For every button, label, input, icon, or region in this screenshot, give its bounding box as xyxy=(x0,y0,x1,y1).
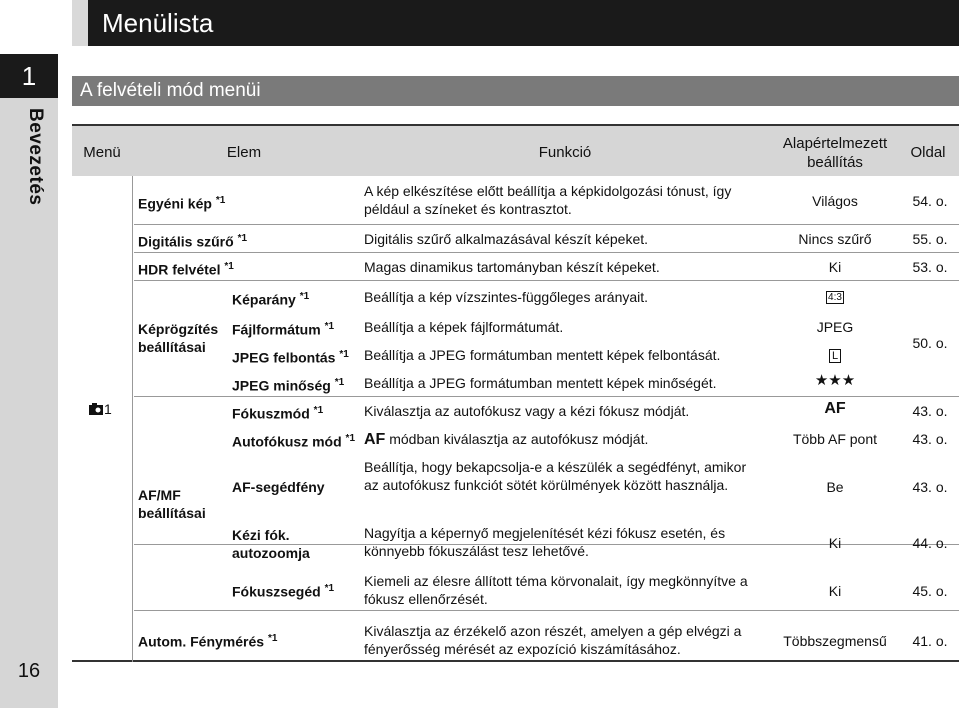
item-autom-fenymeres: Autom. Fénymérés $^{*1}$ xyxy=(138,633,278,650)
item-kezi-fok-autozoom: Kézi fók. autozoomja xyxy=(232,527,310,561)
page-autom-fenymeres: 41. o. xyxy=(912,633,948,649)
chapter-sidebar xyxy=(0,0,58,708)
function-fokuszseged: Kiemeli az élesre állított téma körvonalait, így megkönnyítve a fókusz ellenőrzését. xyxy=(364,573,748,607)
section-title: A felvételi mód menüi xyxy=(80,80,261,101)
function-kezi-fok-autozoom: Nagyítja a képernyő megjelenítését kézi fókusz esetén, és könnyebb fókuszálást tesz lehetővé. xyxy=(364,525,726,559)
default-egyeni-kep: Világos xyxy=(812,193,858,209)
header-page: Oldal xyxy=(910,144,946,161)
default-jpeg-felbontas: L xyxy=(770,345,900,365)
page-af-segedfeny: 43. o. xyxy=(912,479,948,495)
page-kep-group: 50. o. xyxy=(912,335,948,351)
chapter-number: 1 xyxy=(0,54,58,98)
default-jpeg-minoseg: ★★★ xyxy=(814,372,856,389)
function-hdr-felvetel: Magas dinamikus tartományban készít képeket. xyxy=(364,259,660,275)
function-autofokusz-mod: AF módban kiválasztja az autofókusz módját. xyxy=(364,431,649,448)
page-title: Menülista xyxy=(88,0,959,46)
page-hdr-felvetel: 53. o. xyxy=(912,259,948,275)
function-digitalis-szuro: Digitális szűrő alkalmazásával készít képeket. xyxy=(364,231,649,247)
menu-table xyxy=(72,124,959,662)
default-kezi-fok-autozoom: Ki xyxy=(828,535,842,551)
default-autofokusz-mod: Több AF pont xyxy=(792,431,878,447)
default-autom-fenymeres: Többszegmensű xyxy=(783,633,887,649)
default-hdr-felvetel: Ki xyxy=(828,259,842,275)
chapter-title: Bevezetés xyxy=(25,108,46,206)
default-fokuszseged: Ki xyxy=(828,583,842,599)
item-jpeg-minoseg: JPEG minőség $^{*1}$ xyxy=(232,377,345,394)
function-af-segedfeny: Beállítja, hogy bekapcsolja-e a készülék a segédfényt, amikor az autofókusz funkciót sötét körülmények között használja. xyxy=(364,459,747,493)
section-bar xyxy=(72,76,959,106)
function-fajlformatum: Beállítja a képek fájlformátumát. xyxy=(364,319,564,335)
header-menu: Menü xyxy=(83,144,121,161)
item-autofokusz-mod: Autofókusz mód $^{*1}$ xyxy=(232,433,355,450)
item-fajlformatum: Fájlformátum $^{*1}$ xyxy=(232,321,335,338)
function-jpeg-felbontas: Beállítja a JPEG formátumban mentett képek felbontását. xyxy=(364,347,721,363)
item-af-segedfeny: AF-segédfény xyxy=(232,479,325,495)
header-default: Alapértelmezett beállítás xyxy=(782,135,888,171)
page-egyeni-kep: 54. o. xyxy=(912,193,948,209)
page-fokuszmod: 43. o. xyxy=(912,403,948,419)
default-fokuszmod: AF xyxy=(824,400,846,417)
header-function: Funkció xyxy=(538,144,592,161)
default-fajlformatum: JPEG xyxy=(816,319,854,335)
item-jpeg-felbontas: JPEG felbontás $^{*1}$ xyxy=(232,349,349,366)
camera-icon xyxy=(88,402,104,416)
function-autom-fenymeres: Kiválasztja az érzékelő azon részét, amelyen a gép elvégzi a fényerősség mérését az expozíció kiszámításához. xyxy=(364,623,742,657)
item-hdr-felvetel: HDR felvétel $^{*1}$ xyxy=(138,261,234,278)
function-jpeg-minoseg: Beállítja a JPEG formátumban mentett képek minőségét. xyxy=(364,375,717,391)
camera-menu-label xyxy=(88,400,112,418)
function-keparany: Beállítja a kép vízszintes-függőleges arányait. xyxy=(364,289,649,305)
page-fokuszseged: 45. o. xyxy=(912,583,948,599)
group-afmf: AF/MF beállításai xyxy=(138,487,206,521)
page-kezi-fok-autozoom: 44. o. xyxy=(912,535,948,551)
item-keparany: Képarány $^{*1}$ xyxy=(232,291,310,308)
default-keparany: 4:3 xyxy=(828,292,842,303)
default-af-segedfeny: Be xyxy=(826,479,844,495)
page-autofokusz-mod: 43. o. xyxy=(912,431,948,447)
item-fokuszmod: Fókuszmód $^{*1}$ xyxy=(232,405,324,422)
menu-number: 1 xyxy=(104,401,112,417)
item-fokuszseged: Fókuszsegéd $^{*1}$ xyxy=(232,583,335,600)
function-egyeni-kep: A kép elkészítése előtt beállítja a képkidolgozási tónust, így például a színeket és kontrasztot. xyxy=(364,183,732,217)
function-fokuszmod: Kiválasztja az autofókusz vagy a kézi fókusz módját. xyxy=(364,403,690,419)
page-number: 16 xyxy=(17,660,41,682)
page-digitalis-szuro: 55. o. xyxy=(912,231,948,247)
item-egyeni-kep: Egyéni kép $^{*1}$ xyxy=(138,195,226,212)
group-kep: Képrögzítés beállításai xyxy=(138,321,219,355)
item-digitalis-szuro: Digitális szűrő $^{*1}$ xyxy=(138,233,248,250)
header-item: Elem xyxy=(226,144,262,161)
default-digitalis-szuro: Nincs szűrő xyxy=(798,231,872,247)
